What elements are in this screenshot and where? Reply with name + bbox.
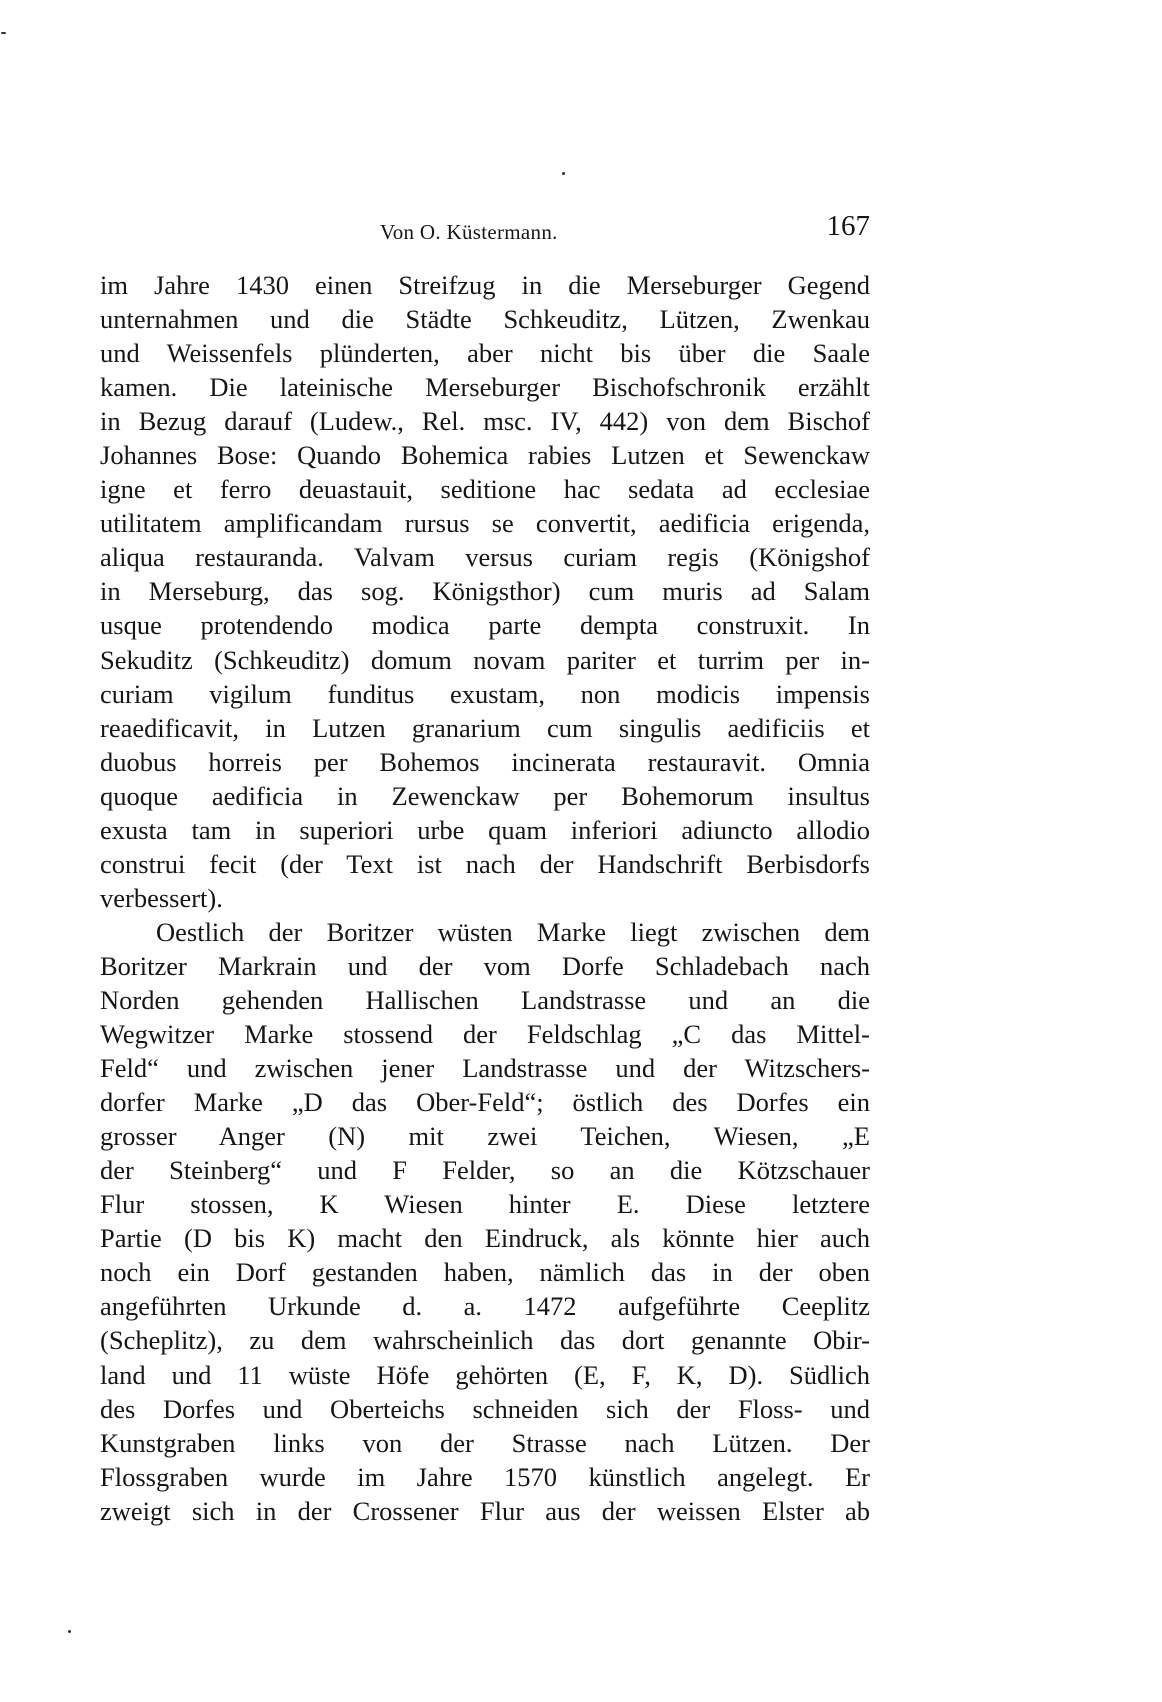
text-line: dorfer Marke „D das Ober-Feld“; östlich des Dorfes ein: [100, 1087, 870, 1118]
text-line: (Scheplitz), zu dem wahrscheinlich das dort genannte Obir-: [100, 1325, 870, 1356]
text-line: Johannes Bose: Quando Bohemica rabies Lutzen et Sewenckaw: [100, 440, 870, 471]
text-line: reaedificavit, in Lutzen granarium cum singulis aedificiis et: [100, 712, 870, 743]
text-line: duobus horreis per Bohemos incinerata restauravit. Omnia: [100, 746, 870, 777]
text-line: Feld“ und zwischen jener Landstrasse und der Witzschers-: [100, 1053, 870, 1084]
text-line: kamen. Die lateinische Merseburger Bischofschronik erzählt: [100, 372, 870, 403]
text-line: Wegwitzer Marke stossend der Feldschlag „C das Mittel-: [100, 1019, 870, 1050]
text-line: quoque aedificia in Zewenckaw per Bohemorum insultus: [100, 780, 870, 811]
text-line: curiam vigilum funditus exustam, non modicis impensis: [100, 678, 870, 709]
text-line: zweigt sich in der Crossener Flur aus der weissen Elster ab: [100, 1495, 870, 1526]
text-line: usque protendendo modica parte dempta construxit. In: [100, 610, 870, 641]
text-line: in Merseburg, das sog. Königsthor) cum muris ad Salam: [100, 576, 870, 607]
text-line: exusta tam in superiori urbe quam inferiori adiuncto allodio: [100, 814, 870, 845]
margin-speck: [562, 172, 565, 175]
paragraph: [100, 915, 870, 1528]
text-line: Kunstgraben links von der Strasse nach Lützen. Der: [100, 1427, 870, 1458]
running-head: Von O. Küstermann.: [380, 220, 558, 244]
text-line: construi fecit (der Text ist nach der Handschrift Berbisdorfs: [100, 848, 870, 879]
text-line: verbessert).: [100, 882, 223, 913]
text-line: grosser Anger (N) mit zwei Teichen, Wiesen, „E: [100, 1121, 870, 1152]
text-line: im Jahre 1430 einen Streifzug in die Merseburger Gegend: [100, 270, 870, 300]
text-line: des Dorfes und Oberteichs schneiden sich der Floss- und: [100, 1393, 870, 1424]
margin-speck: [68, 1630, 71, 1633]
text-line: utilitatem amplificandam rursus se convertit, aedificia erigenda,: [100, 508, 870, 539]
text-line: Sekuditz (Schkeuditz) domum novam pariter et turrim per in-: [100, 644, 870, 675]
text-line: und Weissenfels plünderten, aber nicht bis über die Saale: [100, 338, 870, 369]
text-line: Flur stossen, K Wiesen hinter E. Diese letztere: [100, 1189, 870, 1220]
page-header: [100, 210, 870, 250]
margin-speck: [1, 32, 6, 34]
text-line: unternahmen und die Städte Schkeuditz, Lützen, Zwenkau: [100, 304, 870, 335]
body-text: [100, 268, 870, 1528]
paragraph: [100, 268, 870, 915]
text-line: Oestlich der Boritzer wüsten Marke liegt zwischen dem: [156, 916, 870, 947]
text-line: noch ein Dorf gestanden haben, nämlich das in der oben: [100, 1257, 870, 1288]
text-line: Partie (D bis K) macht den Eindruck, als könnte hier auch: [100, 1223, 870, 1254]
text-line: igne et ferro deuastauit, seditione hac sedata ad ecclesiae: [100, 474, 870, 505]
text-line: Flossgraben wurde im Jahre 1570 künstlich angelegt. Er: [100, 1461, 870, 1492]
text-line: land und 11 wüste Höfe gehörten (E, F, K, D). Südlich: [100, 1359, 870, 1390]
text-line: Norden gehenden Hallischen Landstrasse und an die: [100, 984, 870, 1015]
text-line: der Steinberg“ und F Felder, so an die Kötzschauer: [100, 1155, 870, 1186]
text-line: angeführten Urkunde d. a. 1472 aufgeführte Ceeplitz: [100, 1291, 870, 1322]
text-line: Boritzer Markrain und der vom Dorfe Schladebach nach: [100, 950, 870, 981]
text-line: aliqua restauranda. Valvam versus curiam regis (Königshof: [100, 542, 870, 573]
text-line: in Bezug darauf (Ludew., Rel. msc. IV, 442) von dem Bischof: [100, 406, 870, 437]
page-number: 167: [826, 210, 870, 242]
